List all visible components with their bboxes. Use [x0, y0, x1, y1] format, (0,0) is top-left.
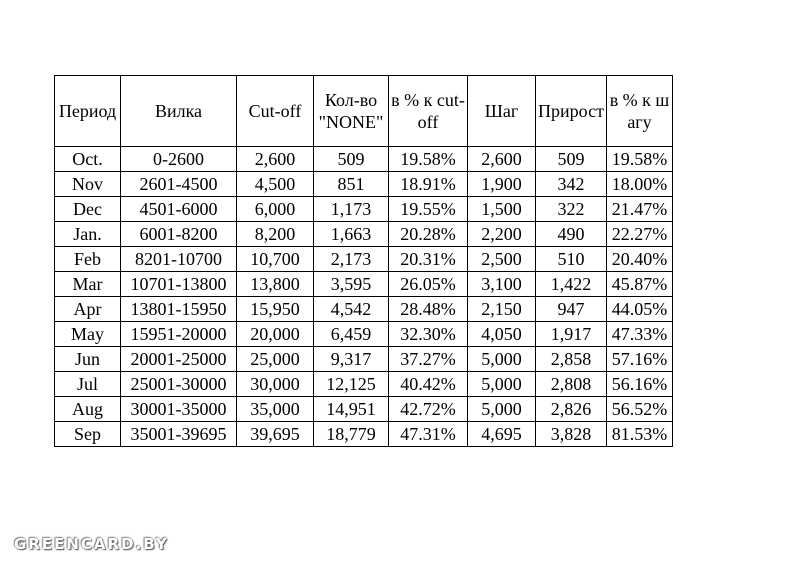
cell-pct-cutoff: 18.91% [389, 172, 468, 197]
cell-cutoff: 2,600 [237, 147, 314, 172]
cell-count: 1,173 [314, 197, 389, 222]
cell-increase: 2,808 [536, 372, 607, 397]
header-row [55, 76, 673, 147]
cell-increase: 509 [536, 147, 607, 172]
cell-count: 14,951 [314, 397, 389, 422]
header-count-none: Кол-во "NONE" [314, 76, 389, 147]
cell-fork: 20001-25000 [121, 347, 237, 372]
cell-pct-step: 45.87% [607, 272, 673, 297]
cell-count: 851 [314, 172, 389, 197]
cell-count: 18,779 [314, 422, 389, 447]
cell-pct-step: 81.53% [607, 422, 673, 447]
cell-pct-cutoff: 26.05% [389, 272, 468, 297]
table-row [55, 147, 673, 172]
cell-pct-step: 56.16% [607, 372, 673, 397]
cell-cutoff: 15,950 [237, 297, 314, 322]
cell-pct-step: 22.27% [607, 222, 673, 247]
cell-step: 5,000 [468, 347, 536, 372]
cell-fork: 10701-13800 [121, 272, 237, 297]
cell-increase: 1,422 [536, 272, 607, 297]
table-body [55, 147, 673, 447]
table-row [55, 247, 673, 272]
cell-pct-cutoff: 47.31% [389, 422, 468, 447]
cell-fork: 0-2600 [121, 147, 237, 172]
cell-pct-cutoff: 40.42% [389, 372, 468, 397]
cell-cutoff: 8,200 [237, 222, 314, 247]
cell-count: 9,317 [314, 347, 389, 372]
cell-pct-cutoff: 19.55% [389, 197, 468, 222]
cell-pct-step: 19.58% [607, 147, 673, 172]
cell-pct-cutoff: 20.28% [389, 222, 468, 247]
cell-pct-cutoff: 37.27% [389, 347, 468, 372]
cell-pct-step: 18.00% [607, 172, 673, 197]
watermark-logo: GREENCARD.BY [14, 535, 169, 553]
cell-fork: 2601-4500 [121, 172, 237, 197]
cell-count: 1,663 [314, 222, 389, 247]
cell-step: 2,200 [468, 222, 536, 247]
cell-step: 1,900 [468, 172, 536, 197]
cell-increase: 490 [536, 222, 607, 247]
cell-fork: 6001-8200 [121, 222, 237, 247]
cell-increase: 947 [536, 297, 607, 322]
header-increase: Прирост [536, 76, 607, 147]
cell-increase: 3,828 [536, 422, 607, 447]
cell-period: Dec [55, 197, 121, 222]
cell-increase: 322 [536, 197, 607, 222]
cutoff-table [54, 75, 673, 447]
cell-step: 5,000 [468, 372, 536, 397]
table-row [55, 272, 673, 297]
cell-period: Jun [55, 347, 121, 372]
cell-step: 1,500 [468, 197, 536, 222]
cell-cutoff: 20,000 [237, 322, 314, 347]
cell-increase: 1,917 [536, 322, 607, 347]
cell-increase: 2,858 [536, 347, 607, 372]
cell-fork: 8201-10700 [121, 247, 237, 272]
cell-cutoff: 30,000 [237, 372, 314, 397]
header-pct-cutoff: в % к cut-off [389, 76, 468, 147]
cell-period: Feb [55, 247, 121, 272]
cell-step: 2,500 [468, 247, 536, 272]
cell-fork: 15951-20000 [121, 322, 237, 347]
table-row [55, 347, 673, 372]
cell-cutoff: 10,700 [237, 247, 314, 272]
cell-step: 2,150 [468, 297, 536, 322]
cell-pct-step: 20.40% [607, 247, 673, 272]
cell-count: 509 [314, 147, 389, 172]
cell-cutoff: 13,800 [237, 272, 314, 297]
cell-pct-cutoff: 19.58% [389, 147, 468, 172]
cell-step: 5,000 [468, 397, 536, 422]
cell-increase: 342 [536, 172, 607, 197]
cell-count: 6,459 [314, 322, 389, 347]
cell-cutoff: 39,695 [237, 422, 314, 447]
header-pct-step: в % к шагу [607, 76, 673, 147]
cell-pct-cutoff: 42.72% [389, 397, 468, 422]
cell-period: Oct. [55, 147, 121, 172]
cell-period: Mar [55, 272, 121, 297]
cell-increase: 510 [536, 247, 607, 272]
table-row [55, 322, 673, 347]
cell-period: Jul [55, 372, 121, 397]
cell-period: Aug [55, 397, 121, 422]
cell-count: 4,542 [314, 297, 389, 322]
header-step: Шаг [468, 76, 536, 147]
table-row [55, 372, 673, 397]
table-row [55, 297, 673, 322]
cell-pct-cutoff: 32.30% [389, 322, 468, 347]
table-row [55, 197, 673, 222]
cell-fork: 4501-6000 [121, 197, 237, 222]
cell-period: Apr [55, 297, 121, 322]
cell-cutoff: 35,000 [237, 397, 314, 422]
cell-pct-cutoff: 20.31% [389, 247, 468, 272]
header-period: Период [55, 76, 121, 147]
cell-period: Sep [55, 422, 121, 447]
table-row [55, 397, 673, 422]
header-cutoff: Cut-off [237, 76, 314, 147]
cell-step: 2,600 [468, 147, 536, 172]
cell-fork: 30001-35000 [121, 397, 237, 422]
cell-fork: 35001-39695 [121, 422, 237, 447]
cell-count: 2,173 [314, 247, 389, 272]
cell-period: May [55, 322, 121, 347]
cell-fork: 13801-15950 [121, 297, 237, 322]
cell-count: 3,595 [314, 272, 389, 297]
cell-cutoff: 6,000 [237, 197, 314, 222]
cell-pct-step: 44.05% [607, 297, 673, 322]
cell-cutoff: 25,000 [237, 347, 314, 372]
table-row [55, 172, 673, 197]
cell-period: Nov [55, 172, 121, 197]
cell-pct-cutoff: 28.48% [389, 297, 468, 322]
cell-step: 4,695 [468, 422, 536, 447]
header-fork: Вилка [121, 76, 237, 147]
cell-pct-step: 47.33% [607, 322, 673, 347]
cell-count: 12,125 [314, 372, 389, 397]
cell-fork: 25001-30000 [121, 372, 237, 397]
cell-pct-step: 57.16% [607, 347, 673, 372]
cell-increase: 2,826 [536, 397, 607, 422]
cell-step: 4,050 [468, 322, 536, 347]
table-row [55, 222, 673, 247]
cell-cutoff: 4,500 [237, 172, 314, 197]
cell-pct-step: 56.52% [607, 397, 673, 422]
cell-pct-step: 21.47% [607, 197, 673, 222]
cell-period: Jan. [55, 222, 121, 247]
cell-step: 3,100 [468, 272, 536, 297]
table-row [55, 422, 673, 447]
